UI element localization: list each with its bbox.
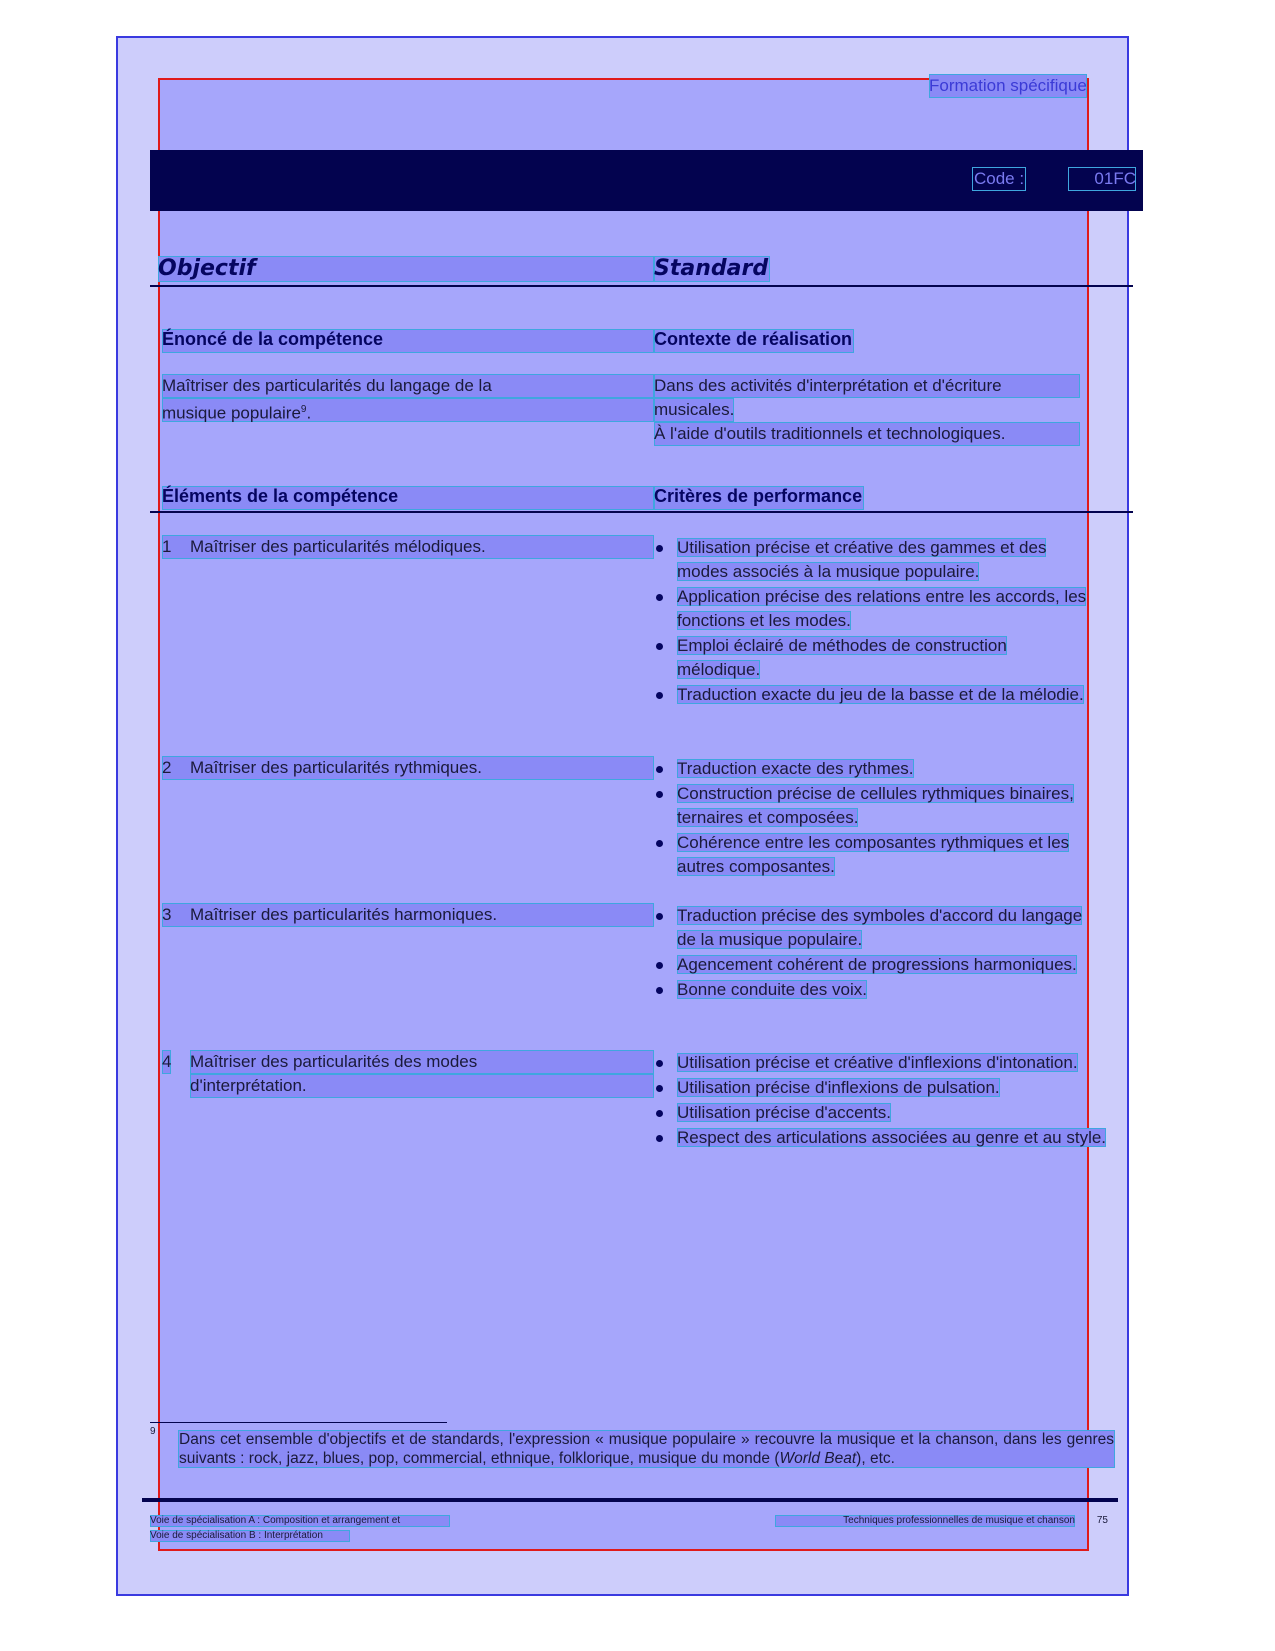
element-text: Maîtriser des particularités harmoniques. bbox=[190, 905, 498, 924]
code-label: Code : bbox=[972, 167, 1026, 191]
footnote-marker: 9 bbox=[150, 1426, 156, 1437]
footnote bbox=[150, 1426, 1115, 1468]
section-label: Formation spécifique bbox=[929, 74, 1087, 98]
statement-line-2 bbox=[162, 398, 654, 422]
element-2 bbox=[162, 756, 654, 780]
criterion: Traduction exacte des rythmes. bbox=[654, 757, 1100, 781]
criterion: Agencement cohérent de progressions harmoniques. bbox=[654, 953, 1094, 977]
element-4 bbox=[162, 1050, 654, 1098]
footnote-ref: 9 bbox=[300, 404, 307, 415]
standard-title: Standard bbox=[654, 256, 769, 281]
footer-left-line-1: Voie de spécialisation A : Composition et arrangement et bbox=[150, 1515, 450, 1527]
criterion: Utilisation précise et créative des gammes et des modes associés à la musique populaire. bbox=[654, 536, 1090, 584]
objective-title: Objectif bbox=[158, 256, 654, 282]
criterion: Utilisation précise d'accents. bbox=[654, 1101, 1120, 1125]
page-number: 75 bbox=[1096, 1515, 1108, 1526]
criteria-list-4 bbox=[654, 1051, 1120, 1151]
footer-left-line-2: Voie de spécialisation B : Interprétation bbox=[150, 1530, 350, 1542]
element-number: 2 bbox=[162, 758, 172, 777]
criterion: Traduction exacte du jeu de la basse et de la mélodie. bbox=[654, 683, 1090, 707]
criteria-list-3 bbox=[654, 904, 1094, 1003]
element-number: 3 bbox=[162, 905, 172, 924]
competence-heading: Énoncé de la compétence bbox=[162, 329, 654, 353]
criterion: Respect des articulations associées au genre et au style. bbox=[654, 1126, 1120, 1150]
criterion: Traduction précise des symboles d'accord du langage de la musique populaire. bbox=[654, 904, 1094, 952]
element-text: Maîtriser des particularités mélodiques. bbox=[190, 537, 486, 556]
context-text bbox=[654, 374, 1080, 446]
competence-statement bbox=[162, 374, 654, 422]
context-line-2: musicales. bbox=[654, 398, 734, 422]
criteria-heading: Critères de performance bbox=[654, 486, 864, 510]
context-line-1: Dans des activités d'interprétation et d'écriture bbox=[654, 374, 1080, 398]
footer-rule bbox=[142, 1498, 1118, 1502]
code-value: 01FC bbox=[1068, 167, 1136, 191]
criterion: Application précise des relations entre les accords, les fonctions et les modes. bbox=[654, 585, 1090, 633]
criterion: Utilisation précise d'inflexions de pulsation. bbox=[654, 1076, 1120, 1100]
header-bar bbox=[150, 150, 1143, 211]
criteria-list-1 bbox=[654, 536, 1090, 708]
footnote-text: Dans cet ensemble d'objectifs et de standards, l'expression « musique populaire » recouvre la musique et la chanson, dans les genres suivants : rock, jazz, blues, pop, commercial, ethnique, folklorique, musique du monde (World Beat), etc. bbox=[179, 1431, 1114, 1467]
footer-right-text: Techniques professionnelles de musique et chanson bbox=[775, 1515, 1075, 1527]
element-text: Maîtriser des particularités rythmiques. bbox=[190, 758, 482, 777]
criteria-list-2 bbox=[654, 757, 1100, 880]
context-heading: Contexte de réalisation bbox=[654, 329, 854, 353]
statement-end: . bbox=[306, 403, 312, 423]
criterion: Emploi éclairé de méthodes de construction mélodique. bbox=[654, 634, 1090, 682]
header-rule bbox=[150, 285, 1133, 287]
element-text-line-2: d'interprétation. bbox=[190, 1074, 654, 1098]
element-text-line-1: Maîtriser des particularités des modes bbox=[190, 1050, 654, 1074]
criterion: Construction précise de cellules rythmiques binaires, ternaires et composées. bbox=[654, 782, 1100, 830]
criterion: Bonne conduite des voix. bbox=[654, 978, 1094, 1002]
statement-line-1: Maîtriser des particularités du langage de la bbox=[162, 374, 654, 398]
footnote-separator bbox=[150, 1422, 447, 1423]
element-number: 1 bbox=[162, 537, 172, 556]
context-line-3: À l'aide d'outils traditionnels et technologiques. bbox=[654, 422, 1080, 446]
elements-rule bbox=[150, 511, 1133, 513]
elements-heading: Éléments de la compétence bbox=[162, 486, 654, 510]
element-1 bbox=[162, 535, 654, 559]
criterion: Utilisation précise et créative d'inflexions d'intonation. bbox=[654, 1051, 1120, 1075]
element-3 bbox=[162, 903, 654, 927]
statement-text: musique populaire bbox=[162, 403, 301, 423]
criterion: Cohérence entre les composantes rythmiques et les autres composantes. bbox=[654, 831, 1100, 879]
element-number: 4 bbox=[162, 1050, 171, 1074]
